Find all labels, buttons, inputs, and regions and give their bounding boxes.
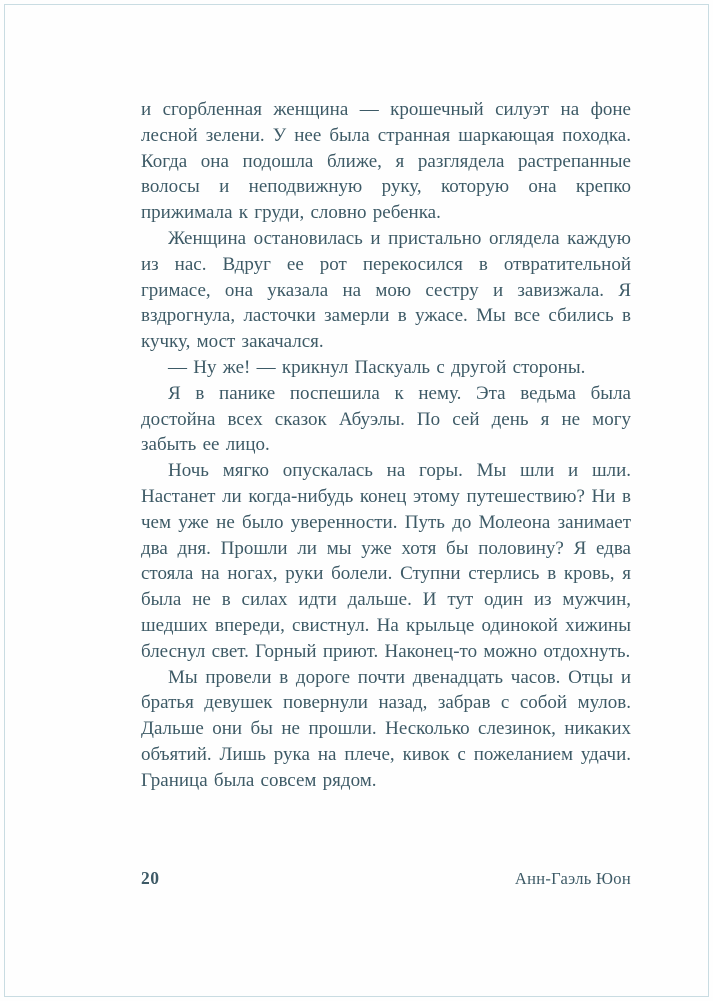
paragraph: и сгорбленная женщина — крошечный силуэт на фоне лесной зелени. У нее была странная шаркающая походка. Когда она подошла ближе, я разглядела растрепанные волосы и неподвижную руку, которую она крепко прижимала к груди, словно ребенка. [141, 99, 631, 224]
paragraph: — Ну же! — крикнул Паскуаль с другой стороны. [168, 356, 586, 378]
paragraph: Ночь мягко опускалась на горы. Мы шли и шли. Настанет ли когда-нибудь конец этому путешествию? Ни в чем уже не было уверенности. Путь до Молеона занимает два дня. Прошли ли мы уже хотя бы половину? Я едва стояла на ногах, руки болели. Ступни стерлись в кровь, я была не в силах идти дальше. И тут один из мужчин, шедших впереди, свистнул. На крыльце одинокой хижины блеснул свет. Горный приют. Наконец-то можно отдохнуть. [141, 460, 631, 662]
paragraph: Я в панике поспешила к нему. Эта ведьма была достойна всех сказок Абуэлы. По сей день я не могу забыть ее лицо. [141, 382, 631, 456]
page-footer [141, 868, 631, 889]
paragraph: Женщина остановилась и пристально оглядела каждую из нас. Вдруг ее рот перекосился в отвратительной гримасе, она указала на мою сестру и завизжала. Я вздрогнула, ласточки замерли в ужасе. Мы все сбились в кучку, мост закачался. [141, 227, 631, 353]
page-text-block [141, 97, 631, 794]
page-number: 20 [141, 868, 160, 888]
paragraph: Мы провели в дороге почти двенадцать часов. Отцы и братья девушек повернули назад, забрав с собой мулов. Дальше они бы не прошли. Несколько слезинок, никаких объятий. Лишь рука на плече, кивок с пожеланием удачи. Граница была совсем рядом. [141, 666, 631, 791]
author-name: Анн-Гаэль Юон [514, 869, 631, 888]
